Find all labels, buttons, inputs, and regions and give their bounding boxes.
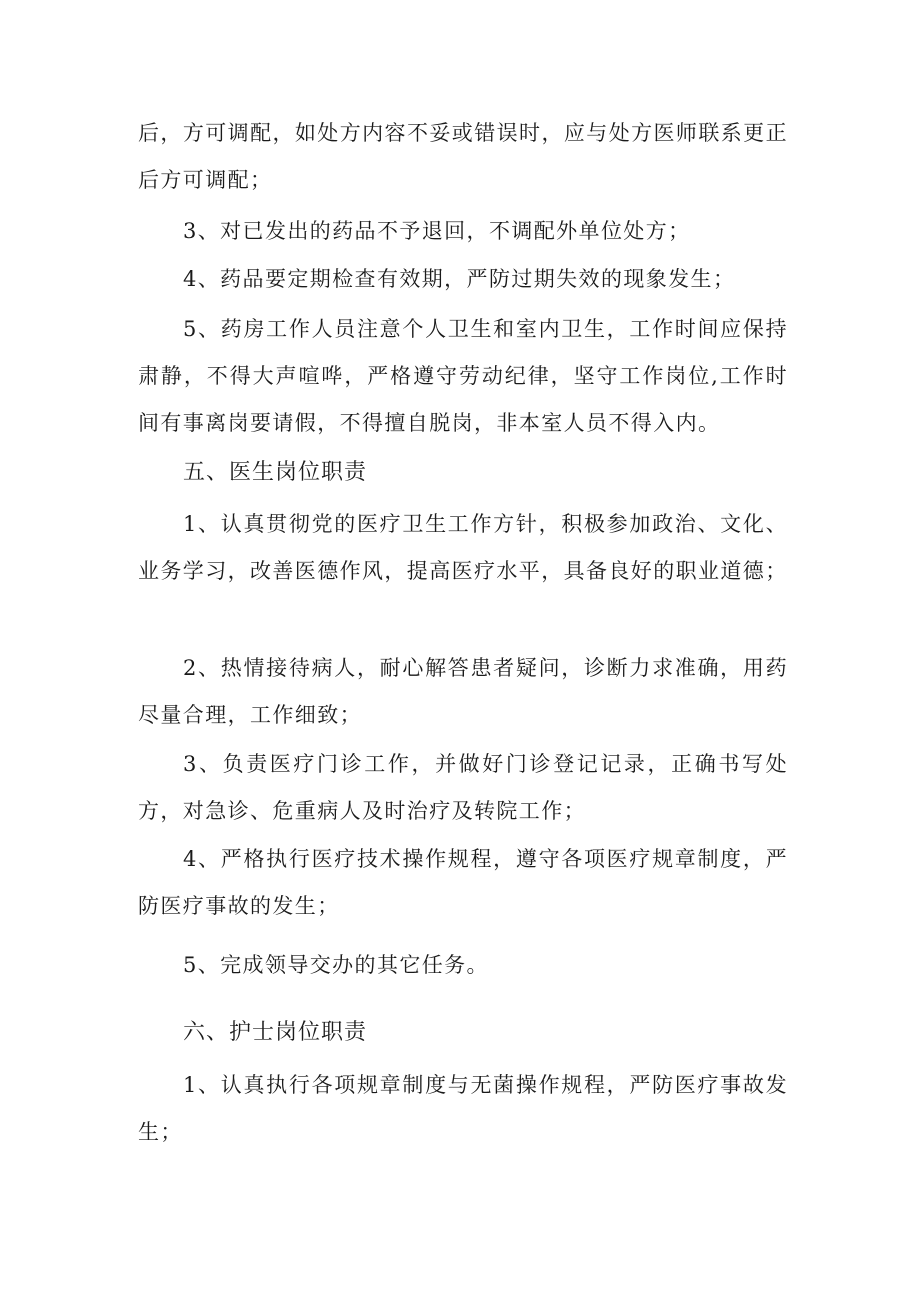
doctor-duty-item-5: 5、完成领导交办的其它任务。: [183, 953, 489, 977]
doctor-duty-item-1: 1、认真贯彻党的医疗卫生工作方针，积极参加政治、文化、业务学习，改善医德作风，提高医疗水平，具备良好的职业道德；: [138, 512, 788, 583]
section-heading-doctor-duties: 五、医生岗位职责: [183, 460, 368, 485]
paragraph-continuation: 后，方可调配，如处方内容不妥或错误时，应与处方医师联系更正后方可调配；: [138, 121, 788, 192]
paragraph-item-3: 3、对已发出的药品不予退回，不调配外单位处方；: [183, 219, 691, 243]
section-heading-nurse-duties: 六、护士岗位职责: [183, 1020, 368, 1045]
doctor-duty-item-4: 4、严格执行医疗技术操作规程，遵守各项医疗规章制度，严防医疗事故的发生；: [138, 847, 788, 918]
doctor-duty-item-2: 2、热情接待病人，耐心解答患者疑问，诊断力求准确，用药尽量合理，工作细致；: [138, 656, 788, 727]
paragraph-item-5: 5、药房工作人员注意个人卫生和室内卫生，工作时间应保持肃静，不得大声喧哗，严格遵守劳动纪律，坚守工作岗位,工作时间有事离岗要请假，不得擅自脱岗，非本室人员不得入内。: [138, 317, 788, 435]
nurse-duty-item-1: 1、认真执行各项规章制度与无菌操作规程，严防医疗事故发生；: [138, 1073, 788, 1144]
doctor-duty-item-3: 3、负责医疗门诊工作，并做好门诊登记记录，正确书写处方，对急诊、危重病人及时治疗及转院工作；: [138, 752, 788, 823]
paragraph-item-4: 4、药品要定期检查有效期，严防过期失效的现象发生；: [183, 267, 736, 291]
